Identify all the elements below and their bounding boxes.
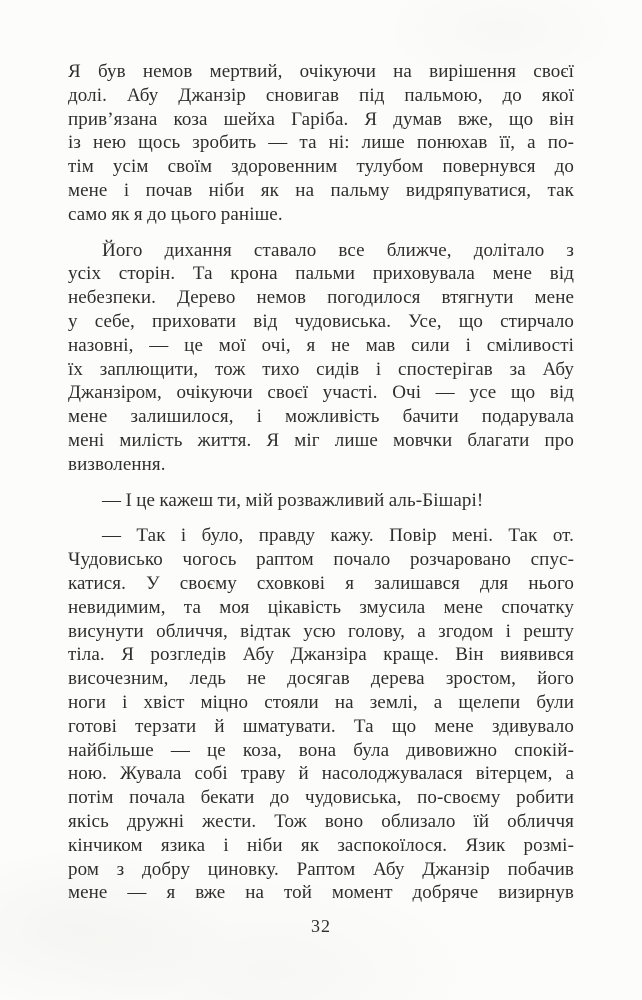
text-line: височезним, ледь не досягав дерева зростом, його (68, 668, 574, 690)
text-line: якісь дружні жести. Тож воно облизало їй обличчя (68, 810, 574, 832)
text-line: ною. Жувала собі траву й насолоджувалася вітерцем, а (68, 763, 574, 785)
text-line: ноги і хвіст міцно стояли на землі, а щелепи були (68, 691, 574, 713)
text-line: мене залишилося, і можливість бачити подарувала (68, 406, 574, 428)
paragraph (68, 239, 574, 477)
paragraph (68, 524, 574, 905)
text-line: висунути обличчя, відтак усю голову, а згодом і решту (68, 620, 574, 642)
text-line: Чудовисько чогось раптом почало розчаровано спус- (68, 549, 574, 571)
text-line: мені милість життя. Я міг лише мовчки благати про (68, 429, 574, 451)
text-line: із нею щось зробить — та ні: лише понюхав її, а по- (68, 132, 574, 154)
text-line: Його дихання ставало все ближче, долітало з (102, 239, 574, 261)
text-line: мене і почав ніби як на пальму видряпуватися, так (68, 179, 574, 201)
paragraph (68, 489, 574, 513)
page-number: 32 (311, 916, 331, 936)
text-line: готові терзати й шматувати. Та що мене здивувало (68, 715, 574, 737)
text-line: їх заплющити, тож тихо сидів і спостерігав за Абу (68, 358, 574, 380)
paragraph (68, 60, 574, 227)
text-line: усіх сторін. Та крона пальми приховувала мене від (68, 263, 574, 285)
text-line: небезпеки. Дерево немов погодилося втягнути мене (68, 287, 574, 309)
text-line: само як я до цього раніше. (68, 203, 283, 225)
text-line: катися. У своєму сховкові я залишався для нього (68, 572, 574, 594)
text-line: назовні, — це мої очі, я не мав сили і сміливості (68, 334, 574, 356)
text-line: Я був немов мертвий, очікуючи на вирішення своєї (68, 61, 574, 82)
text-line: ром з добру циновку. Раптом Абу Джанзір побачив (68, 858, 574, 880)
text-line: — Так і було, правду кажу. Повір мені. Так от. (102, 525, 574, 547)
text-line: прив’язана коза шейха Гаріба. Я думав вже, що він (68, 108, 574, 130)
text-line: потім почала бекати до чудовиська, по-своєму робити (68, 787, 574, 809)
text-line: у себе, приховати від чудовиська. Усе, що стирчало (68, 310, 574, 332)
text-line: найбільше — це коза, вона була дивовижно спокій- (68, 739, 574, 761)
text-line: — І це кажеш ти, мій розважливий аль-Бішарі! (102, 489, 484, 511)
text-line: тім усім своїм здоровенним тулубом повернувся до (68, 156, 574, 178)
text-line: кінчиком язика і ніби як заспокоїлося. Язик розмі- (68, 834, 574, 856)
text-line: мене — я вже на той момент добряче визирнув (68, 882, 574, 904)
text-line: долі. Абу Джанзір сновигав під пальмою, до якої (68, 84, 574, 106)
text-line: визволення. (68, 453, 166, 475)
text-line: Джанзіром, очікуючи своєї участі. Очі — усе що від (68, 382, 574, 404)
page-text-block (68, 60, 574, 905)
text-line: тіла. Я розгледів Абу Джанзіра краще. Він виявився (68, 644, 574, 666)
text-line: невидимим, та моя цікавість змусила мене спочатку (68, 596, 574, 618)
